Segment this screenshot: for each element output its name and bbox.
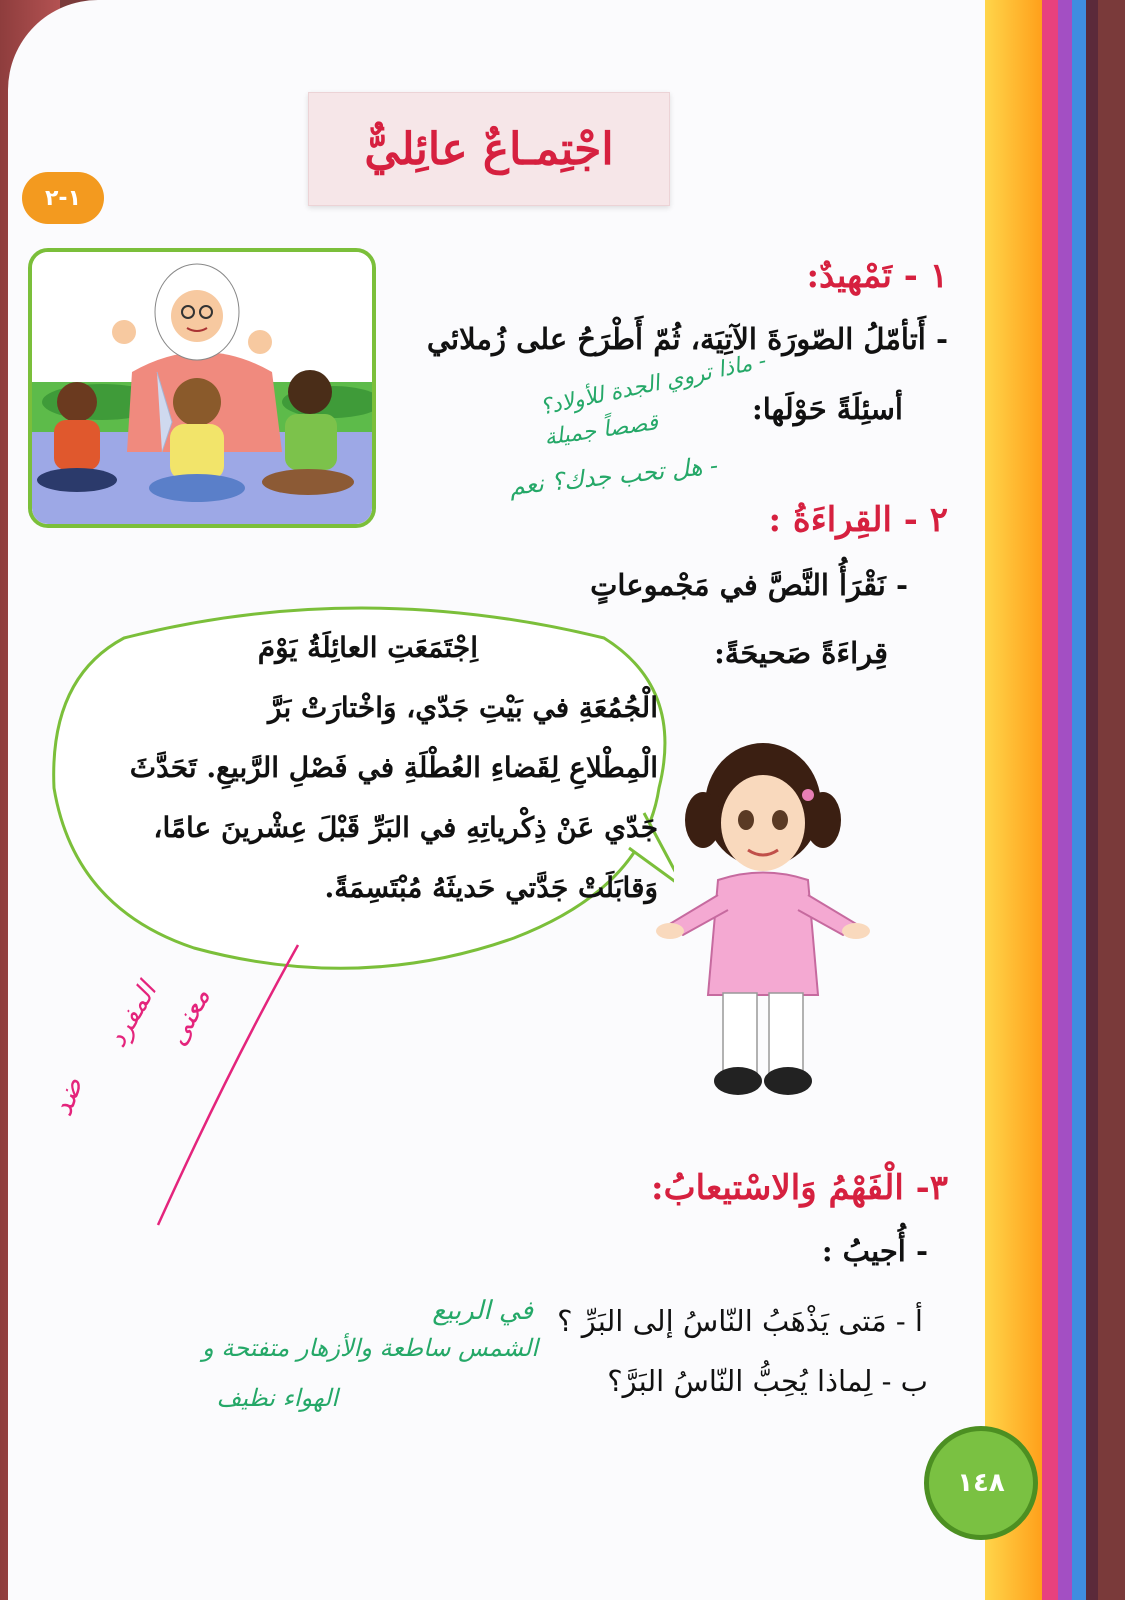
lesson-title-box <box>308 92 670 206</box>
lesson-number-badge: ١-٢ <box>22 172 104 224</box>
passage-line-1: اِجْتَمَعَتِ العائِلَةُ يَوْمَ <box>257 631 478 664</box>
pink-pen-stroke <box>148 940 308 1230</box>
reading-passage <box>68 618 658 918</box>
handwritten-question2: - هل تحب جدك؟ نعم <box>507 451 719 501</box>
girl-illustration <box>648 735 878 1105</box>
storytelling-scene <box>32 252 372 524</box>
section2-line2: قِراءَةً صَحيحَةً: <box>714 636 888 670</box>
answer-a: في الربيع <box>432 1296 533 1326</box>
section1-heading: ١ - تَمْهيدٌ: <box>806 256 948 296</box>
section1-line1: - أَتأمّلُ الصّورَةَ الآتِيَة، ثُمّ أَطْرَحُ على زُملائي <box>426 322 948 356</box>
page-number: ١٤٨ <box>924 1426 1038 1540</box>
section3-instruction: - أُجيبُ : <box>821 1234 928 1268</box>
pink-note-2: ضد <box>45 1072 90 1121</box>
question-a: أ - مَتى يَذْهَبُ النّاسُ إلى البَرِّ ؟ <box>557 1304 923 1338</box>
lesson-title: اجْتِمـاعٌ عائِليٌّ <box>364 123 614 175</box>
page-edge-orange <box>985 0 1043 1600</box>
page-edge-dark <box>1086 0 1098 1600</box>
section2-heading: ٢ - القِراءَةُ : <box>768 500 948 540</box>
grandmother-storytelling-illustration <box>28 248 376 528</box>
answer-b-line2: الهواء نظيف <box>216 1384 338 1412</box>
section1-line2: أسئِلَةً حَوْلَها: <box>751 392 903 426</box>
passage-line-4: جَدّي عَنْ ذِكْرياتِهِ في البَرِّ قَبْلَ عِشْرينَ عامًا، <box>153 811 658 844</box>
handwritten-question1: - ماذا تروي الجدة للأولاد؟ <box>537 348 769 421</box>
handwritten-answer1: قصصاً جميلة <box>542 410 660 451</box>
textbook-page <box>8 0 1098 1600</box>
passage-line-2: الْجُمُعَةِ في بَيْتِ جَدّي، وَاخْتارَتْ بَرَّ <box>268 691 658 724</box>
section2-line1: - نَقْرَأُ النَّصَّ في مَجْموعاتٍ <box>590 568 908 602</box>
passage-line-5: وَقابَلَتْ جَدَّتي حَديثَهُ مُبْتَسِمَةً. <box>324 871 658 904</box>
question-b: ب - لِماذا يُحِبُّ النّاسُ البَرَّ؟ <box>607 1364 928 1398</box>
passage-line-3: الْمِطْلاعِ لِقَضاءِ العُطْلَةِ في فَصْلِ الرَّبيعِ. تَحَدَّثَ <box>129 751 658 784</box>
answer-b-line1: الشمس ساطعة والأزهار متفتحة و <box>202 1334 538 1362</box>
pink-note-3: معنى <box>159 982 217 1051</box>
section3-heading: ٣- الْفَهْمُ وَالاسْتيعابُ: <box>651 1168 948 1208</box>
pink-note-1: المفرد <box>102 977 163 1053</box>
